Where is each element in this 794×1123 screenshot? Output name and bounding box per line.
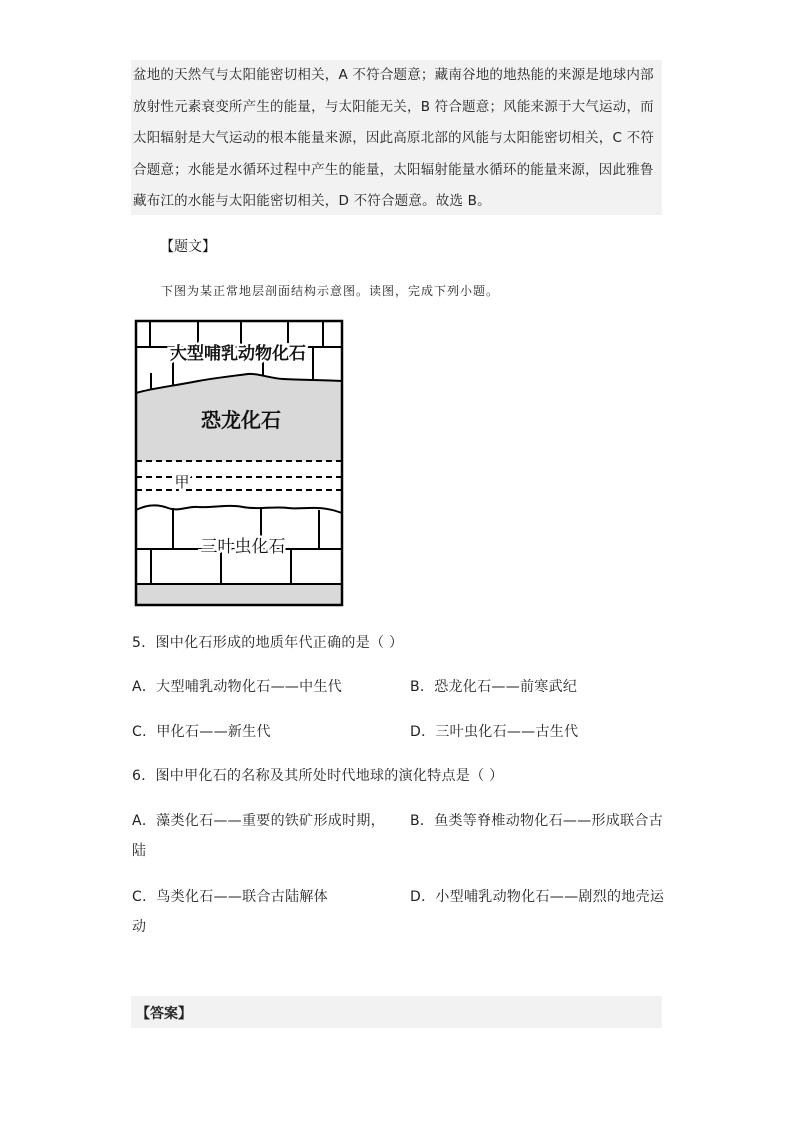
explanation-line: 太阳辐射是大气运动的根本能量来源，因此高原北部的风能与太阳能密切相关，C 不符 bbox=[133, 130, 655, 147]
question-6-option-d-continued: 动 bbox=[132, 919, 147, 935]
question-6-option-b-continued: 陆 bbox=[132, 843, 147, 859]
explanation-block bbox=[131, 60, 662, 215]
answer-label: 【答案】 bbox=[136, 1006, 192, 1022]
explanation-line: 放射性元素衰变所产生的能量，与太阳能无关，B 符合题意；风能来源于大气运动，而 bbox=[133, 98, 654, 115]
layer-label-trilobite: 三叶虫化石 bbox=[200, 537, 286, 557]
answer-bar bbox=[131, 996, 662, 1028]
question-5-option-d[interactable]: D．三叶虫化石——古生代 bbox=[410, 724, 579, 740]
bottom-layer bbox=[136, 584, 342, 605]
section-label: 【题文】 bbox=[160, 239, 216, 255]
explanation-line: 藏布江的水能与太阳能密切相关，D 不符合题意。故选 B。 bbox=[133, 193, 491, 210]
question-6-option-b[interactable]: B．鱼类等脊椎动物化石——形成联合古 bbox=[410, 813, 664, 829]
explanation-line: 合题意；水能是水循环过程中产生的能量，太阳辐射能量水循环的能量来源，因此雅鲁 bbox=[133, 161, 654, 178]
question-5-option-a[interactable]: A．大型哺乳动物化石——中生代 bbox=[132, 679, 343, 695]
question-5-stem: 5．图中化石形成的地质年代正确的是（ ） bbox=[132, 635, 404, 651]
question-6-option-a[interactable]: A．藻类化石——重要的铁矿形成时期， bbox=[132, 813, 385, 829]
question-intro: 下图为某正常地层剖面结构示意图。读图，完成下列小题。 bbox=[161, 284, 500, 298]
layer-label-dinosaur: 恐龙化石 bbox=[201, 408, 281, 432]
strata-diagram bbox=[133, 318, 345, 608]
layer-label-mammal: 大型哺乳动物化石 bbox=[170, 344, 306, 364]
explanation-line: 盆地的天然气与太阳能密切相关，A 不符合题意；藏南谷地的地热能的来源是地球内部 bbox=[133, 67, 654, 83]
question-6-stem: 6．图中甲化石的名称及其所处时代地球的演化特点是（ ） bbox=[132, 768, 504, 784]
question-5-option-c[interactable]: C．甲化石——新生代 bbox=[132, 724, 271, 740]
layer-label-jia: 甲 bbox=[174, 473, 190, 491]
question-6-option-c[interactable]: C．鸟类化石——联合古陆解体 bbox=[132, 889, 328, 905]
question-5-option-b[interactable]: B．恐龙化石——前寒武纪 bbox=[410, 679, 578, 695]
question-6-option-d[interactable]: D．小型哺乳动物化石——剧烈的地壳运 bbox=[410, 889, 665, 905]
